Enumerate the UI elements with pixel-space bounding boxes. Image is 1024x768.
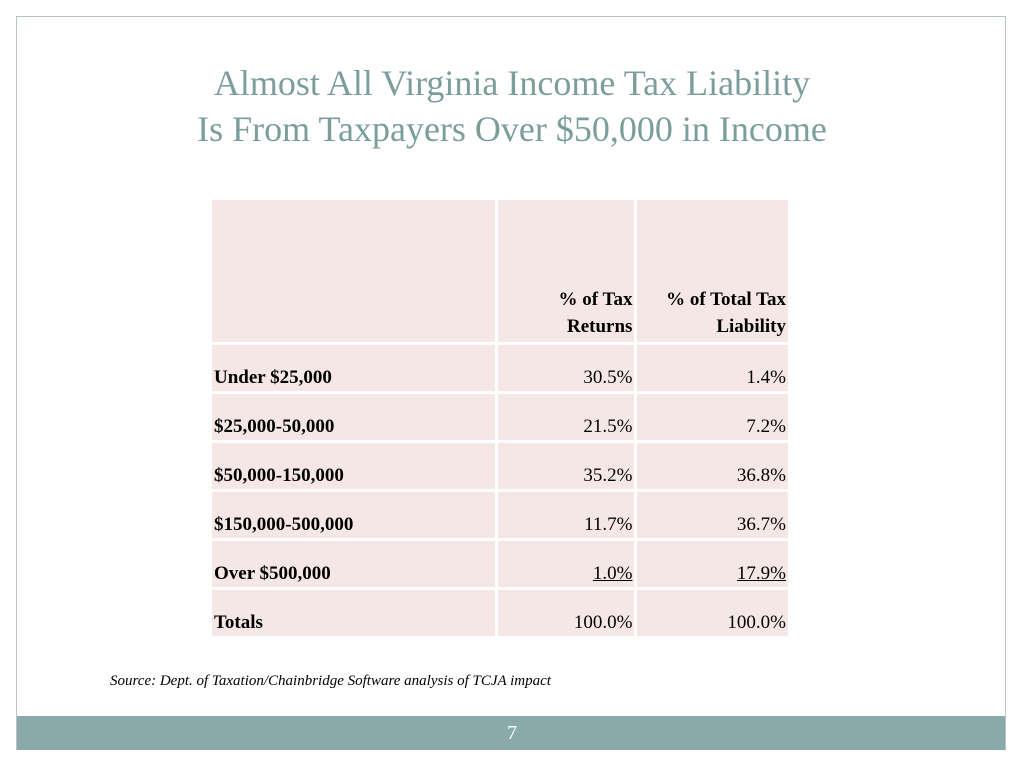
row-pct-liability: 100.0% xyxy=(637,590,788,636)
row-pct-returns: 21.5% xyxy=(498,394,634,440)
row-pct-liability: 7.2% xyxy=(637,394,788,440)
row-pct-returns: 100.0% xyxy=(498,590,634,636)
row-pct-liability: 36.8% xyxy=(637,443,788,489)
row-pct-liability: 1.4% xyxy=(637,345,788,391)
table-row xyxy=(212,345,788,391)
row-pct-liability-value: 17.9% xyxy=(736,563,786,584)
tax-liability-table xyxy=(209,197,791,639)
row-pct-returns xyxy=(498,541,634,587)
table-row-totals xyxy=(212,590,788,636)
tax-table-container xyxy=(212,200,788,636)
header-pct-returns: % of Tax Returns xyxy=(498,200,634,342)
row-pct-returns: 30.5% xyxy=(498,345,634,391)
row-pct-returns: 35.2% xyxy=(498,443,634,489)
row-pct-liability: 36.7% xyxy=(637,492,788,538)
table-row xyxy=(212,394,788,440)
header-pct-liability: % of Total Tax Liability xyxy=(637,200,788,342)
row-label: Over $500,000 xyxy=(212,541,495,587)
source-note: Source: Dept. of Taxation/Chainbridge Software analysis of TCJA impact xyxy=(110,673,551,689)
page-number: 7 xyxy=(507,722,517,744)
table-header-row xyxy=(212,200,788,342)
row-label: $50,000-150,000 xyxy=(212,443,495,489)
slide-title xyxy=(0,60,1024,152)
row-pct-returns-value: 1.0% xyxy=(592,563,633,584)
row-pct-liability xyxy=(637,541,788,587)
header-category xyxy=(212,200,495,342)
table-row xyxy=(212,443,788,489)
title-line-2: Is From Taxpayers Over $50,000 in Income xyxy=(197,109,827,149)
row-label: Totals xyxy=(212,590,495,636)
row-label: $25,000-50,000 xyxy=(212,394,495,440)
table-row xyxy=(212,492,788,538)
row-label: $150,000-500,000 xyxy=(212,492,495,538)
table-row xyxy=(212,541,788,587)
title-line-1: Almost All Virginia Income Tax Liability xyxy=(213,63,811,103)
row-pct-returns: 11.7% xyxy=(498,492,634,538)
row-label: Under $25,000 xyxy=(212,345,495,391)
